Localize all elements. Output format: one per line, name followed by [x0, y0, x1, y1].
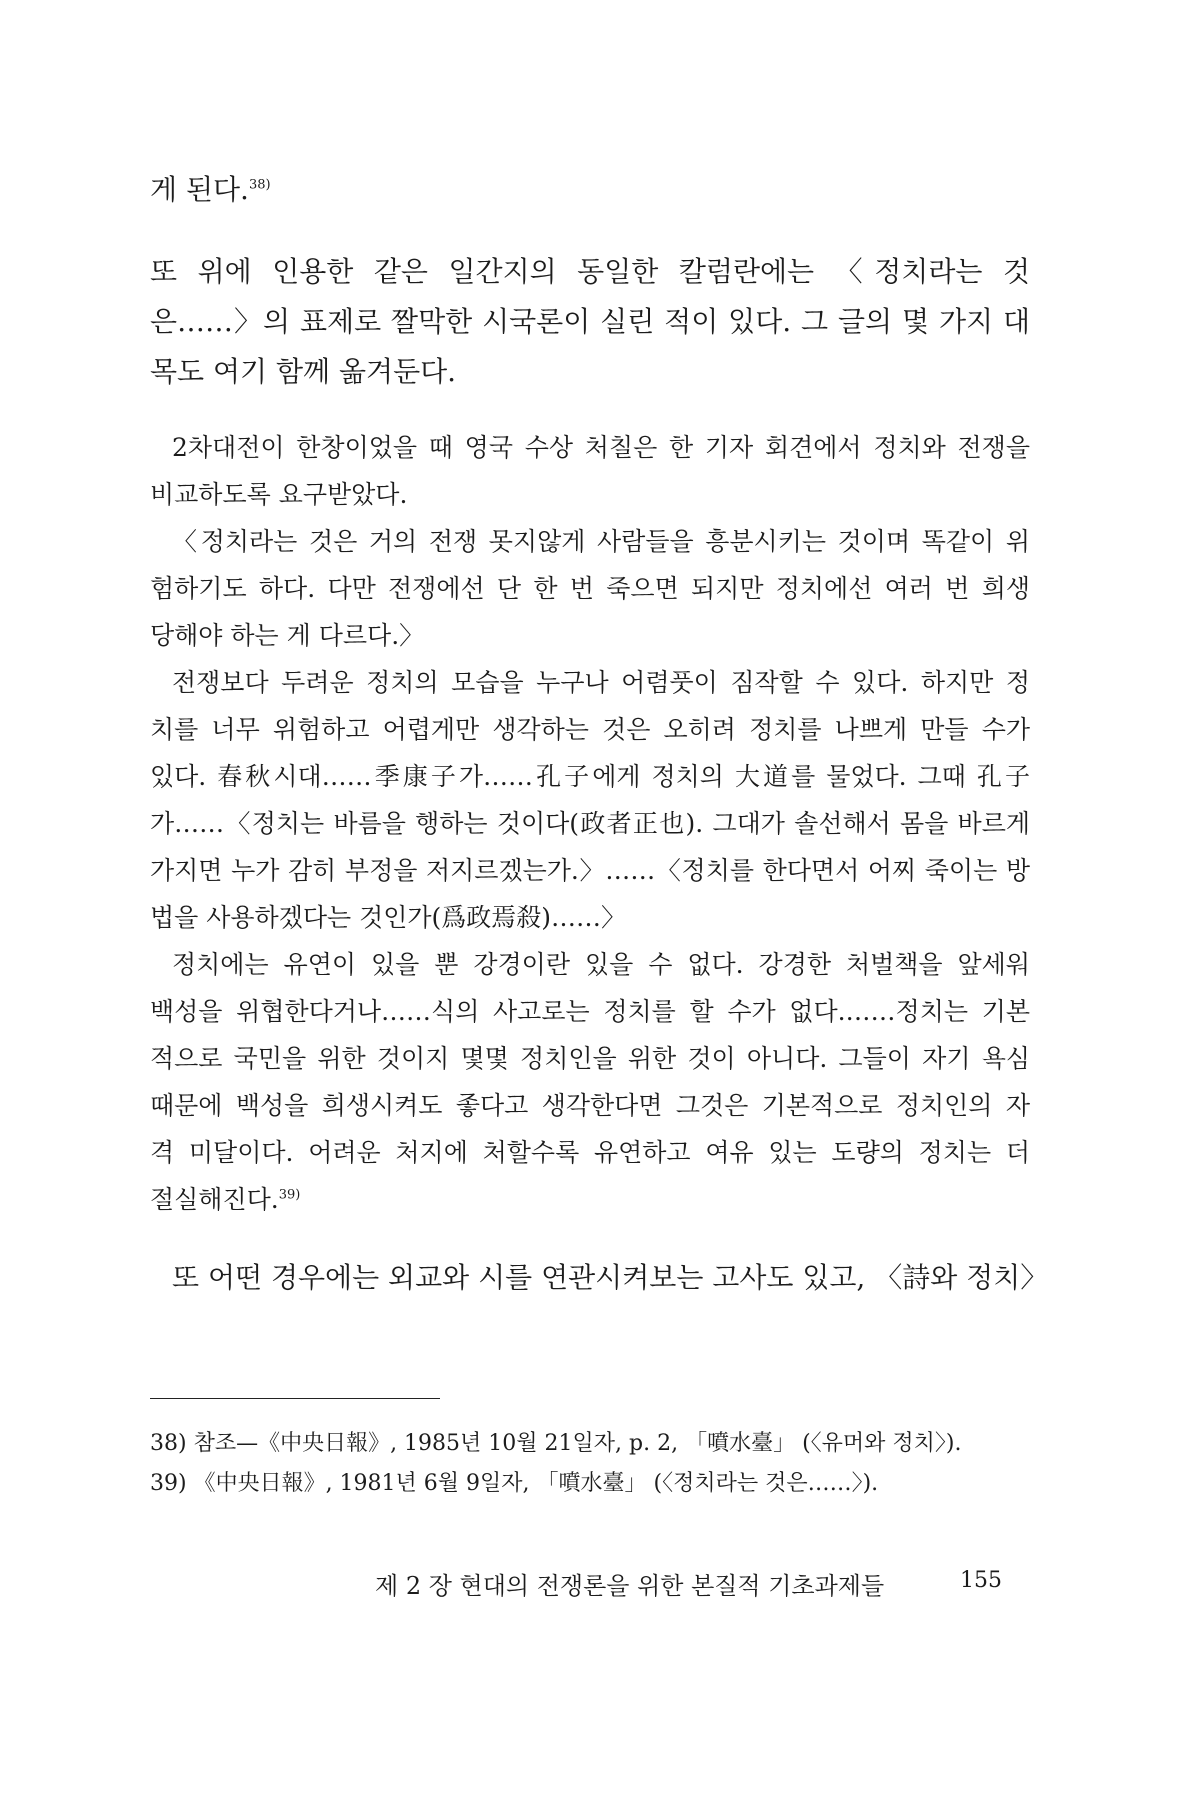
footnote-39: 39) 《中央日報》, 1981년 6월 9일자, 「噴水臺」 (〈정치라는 것은……〉).: [150, 1471, 879, 1496]
quote-line: 비교하도록 요구받았다.: [150, 480, 408, 509]
footnote-38: 38) 참조—《中央日報》, 1985년 10월 21일자, p. 2, 「噴水臺」 (〈유머와 정치〉).: [150, 1431, 962, 1456]
quote-line: 험하기도 하다. 다만 전쟁에선 단 한 번 죽으면 되지만 정치에선 여러 번 희생: [150, 574, 1030, 603]
quote-line: 가……〈정치는 바름을 행하는 것이다(政者正也). 그대가 솔선해서 몸을 바르게: [150, 809, 1030, 838]
quote-line: 때문에 백성을 희생시켜도 좋다고 생각한다면 그것은 기본적으로 정치인의 자: [150, 1091, 1030, 1120]
quote-line-last: [150, 1180, 1030, 1216]
paragraph-line: 또 어떤 경우에는 외교와 시를 연관시켜보는 고사도 있고, 〈詩와 정치〉: [172, 1261, 1049, 1294]
paragraph-line: 또 위에 인용한 같은 일간지의 동일한 칼럼란에는 〈정치라는 것: [150, 255, 1030, 288]
quote-line: 있다. 春秋시대……季康子가……孔子에게 정치의 大道를 물었다. 그때 孔子: [150, 762, 1030, 791]
quote-line: 백성을 위협한다거나……식의 사고로는 정치를 할 수가 없다.……정치는 기본: [150, 997, 1030, 1026]
paragraph-line: 목도 여기 함께 옮겨둔다.: [150, 355, 457, 388]
quote-line: 적으로 국민을 위한 것이지 몇몇 정치인을 위한 것이 아니다. 그들이 자기 욕심: [150, 1044, 1030, 1073]
quote-line: 가지면 누가 감히 부정을 저지르겠는가.〉……〈정치를 한다면서 어찌 죽이는 방: [150, 856, 1030, 885]
running-footer: 제 2 장 현대의 전쟁론을 위한 본질적 기초과제들: [375, 1572, 885, 1600]
quote-line: 전쟁보다 두려운 정치의 모습을 누구나 어렴풋이 짐작할 수 있다. 하지만 정: [172, 668, 1030, 697]
quote-line: 2차대전이 한창이었을 때 영국 수상 처칠은 한 기자 회견에서 정치와 전쟁을: [172, 433, 1030, 462]
quote-line: 정치에는 유연이 있을 뿐 강경이란 있을 수 없다. 강경한 처벌책을 앞세워: [172, 950, 1030, 979]
quote-line: 〈정치라는 것은 거의 전쟁 못지않게 사람들을 흥분시키는 것이며 똑같이 위: [172, 527, 1030, 556]
footnote-rule: [150, 1398, 440, 1399]
footnote-ref-38: 38): [248, 177, 271, 193]
continuation-text: 게 된다.: [150, 173, 249, 206]
page-number: 155: [960, 1568, 1002, 1593]
footnote-ref-39: 39): [278, 1187, 301, 1203]
paragraph-line: 은……〉의 표제로 짤막한 시국론이 실린 적이 있다. 그 글의 몇 가지 대: [150, 305, 1030, 338]
paragraph-continuation: [150, 168, 1030, 208]
quote-line: 치를 너무 위험하고 어렵게만 생각하는 것은 오히려 정치를 나쁘게 만들 수가: [150, 715, 1030, 744]
quote-line: 격 미달이다. 어려운 처지에 처할수록 유연하고 여유 있는 도량의 정치는 더: [150, 1138, 1030, 1167]
quote-last-text: 절실해진다.: [150, 1185, 279, 1214]
quote-line: 법을 사용하겠다는 것인가(爲政焉殺)……〉: [150, 903, 627, 932]
quote-line: 당해야 하는 게 다르다.〉: [150, 621, 425, 650]
